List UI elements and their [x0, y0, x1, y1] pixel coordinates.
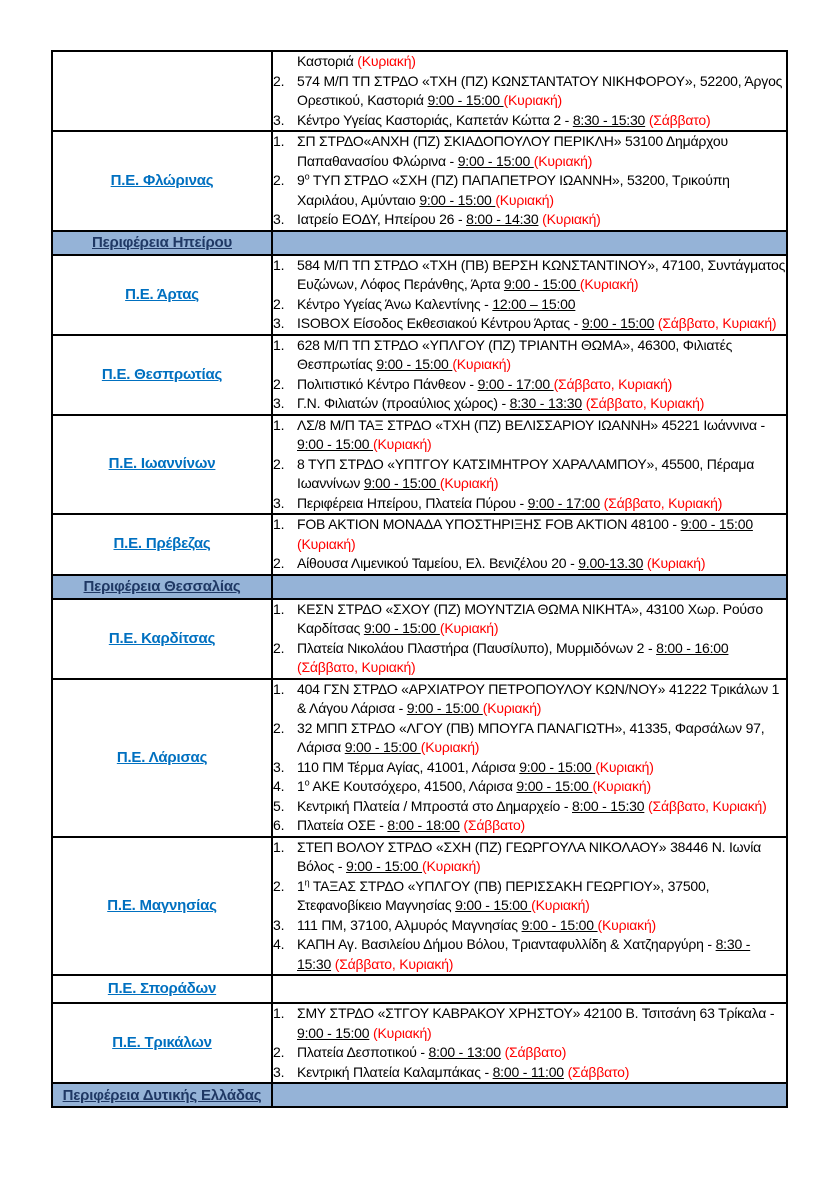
time-range: 9:00 - 15:00 — [419, 191, 496, 208]
item-text — [297, 680, 786, 719]
region-row — [52, 975, 787, 1003]
region-label-cell — [52, 51, 272, 131]
region-row — [52, 837, 787, 976]
text-run: 1 — [297, 778, 305, 794]
day-label: (Κυριακή) — [482, 700, 542, 716]
time-range: 9:00 - 15:00 — [297, 1024, 370, 1041]
item-text — [297, 171, 786, 210]
item-text — [297, 1063, 786, 1083]
text-run: Καστοριά — [297, 53, 358, 69]
region-label: Π.Ε. Τρικάλων — [112, 1034, 212, 1051]
location-item — [273, 256, 786, 295]
text-run: Κεντρική Πλατεία / Μπροστά στο Δημαρχείο - — [297, 797, 572, 814]
region-label-cell — [52, 679, 272, 837]
item-number: 6. — [273, 817, 285, 833]
text-run: 8 ΤΥΠ ΣΤΡΔΟ «ΥΠΤΓΟΥ ΚΑΤΣΙΜΗΤΡΟΥ ΧΑΡΑΛΑΜΠΟΥ», 45500, Πέραμα Ιωαννίνων — [297, 455, 755, 491]
item-number: 1. — [273, 416, 285, 433]
text-run: Κεντρική Πλατεία Καλαμπάκας - — [297, 1063, 493, 1080]
day-label: (Σάββατο, Κυριακή) — [297, 659, 416, 675]
region-label-cell — [52, 131, 272, 231]
item-number: 4. — [273, 936, 285, 952]
band-empty-cell — [272, 1083, 787, 1107]
item-text — [297, 314, 786, 334]
item-text — [297, 256, 786, 295]
time-range: 8:30 - 15:30 — [297, 936, 751, 972]
text-run: Κέντρο Υγείας Καστοριάς, Καπετάν Κώττα 2 - — [297, 111, 573, 128]
time-range: 9:00 - 15:00 — [516, 778, 593, 794]
item-number: 1. — [273, 336, 285, 353]
text-run: 574 Μ/Π ΤΠ ΣΤΡΔΟ «ΤΧΗ (ΠΖ) ΚΩΝΣΤΑΝΤΑΤΟΥ ΝΙΚΗΦΟΡΟΥ», 52200, Άργος Ορεστικού, Καστοριά — [297, 72, 783, 108]
time-range: 9:00 - 15:00 — [376, 356, 453, 372]
day-label: (Κυριακή) — [422, 858, 481, 874]
region-row — [52, 415, 787, 515]
time-range: 9:00 - 15:00 — [406, 700, 483, 716]
time-range: 9:00 - 15:00 — [519, 758, 596, 775]
location-item — [273, 1043, 786, 1063]
location-item — [273, 554, 786, 574]
location-item — [273, 375, 786, 395]
item-number: 2. — [273, 72, 285, 89]
region-label-cell — [52, 255, 272, 335]
item-text — [297, 719, 786, 758]
regions-table-body — [52, 51, 787, 1107]
item-number: 1. — [273, 133, 285, 149]
band-label: Περιφέρεια Θεσσαλίας — [83, 578, 241, 595]
day-label: (Σάββατο, Κυριακή) — [603, 494, 723, 511]
band-empty-cell — [272, 231, 787, 255]
region-content-cell — [272, 415, 787, 515]
region-label: Π.Ε. Θεσπρωτίας — [101, 365, 223, 383]
day-label: (Σάββατο, Κυριακή) — [553, 375, 673, 392]
text-run: 110 ΠΜ Τέρμα Αγίας, 41001, Λάρισα — [297, 758, 520, 775]
location-item — [273, 72, 786, 111]
text-run: Αίθουσα Λιμενικού Ταμείου, Ελ. Βενιζέλου 20 - — [297, 555, 579, 571]
time-range: 9:00 - 15:00 — [455, 897, 532, 913]
item-number: 3. — [273, 111, 285, 128]
location-item — [273, 777, 786, 797]
region-row — [52, 514, 787, 575]
item-text — [297, 494, 786, 514]
time-range: 8:00 - 14:30 — [466, 211, 539, 227]
time-range: 9:00 - 15:00 — [297, 436, 374, 452]
item-text — [297, 838, 786, 877]
region-content-cell — [272, 514, 787, 575]
item-text — [297, 758, 786, 778]
region-content-cell — [272, 1003, 787, 1083]
regions-table — [51, 50, 788, 1108]
time-range: 8:00 - 18:00 — [387, 817, 460, 833]
location-item — [273, 877, 786, 916]
location-item — [273, 171, 786, 210]
region-label: Π.Ε. Καρδίτσας — [108, 629, 216, 647]
band-label-cell — [52, 231, 272, 255]
day-label: (Κυριακή) — [420, 739, 480, 755]
day-label: (Σάββατο) — [463, 817, 526, 833]
day-label: (Κυριακή) — [595, 758, 654, 775]
item-text — [297, 1043, 786, 1063]
text-run: Πλατεία ΟΣΕ - — [297, 817, 388, 833]
location-item — [273, 295, 786, 315]
day-label: (Σάββατο, Κυριακή) — [334, 955, 454, 972]
item-number: 3. — [273, 395, 285, 411]
text-run: ISOBOX Είσοδος Εκθεσιακού Κέντρου Άρτας - — [297, 315, 582, 331]
item-text — [297, 515, 786, 554]
band-empty-cell — [272, 575, 787, 599]
text-run: 584 Μ/Π ΤΠ ΣΤΡΔΟ «ΤΧΗ (ΠΒ) ΒΕΡΣΗ ΚΩΝΣΤΑΝΤΙΝΟΥ», 47100, Συντάγματος Ευζώνων, Λόφος Περάνθης, Άρτα — [297, 256, 786, 292]
location-item — [273, 494, 786, 514]
day-label: (Κυριακή) — [357, 53, 416, 69]
region-content-cell — [272, 131, 787, 231]
text-run: FOB AKTION ΜΟΝΑΔΑ ΥΠΟΣΤΗΡΙΞΗΣ FOB AKTION 48100 - — [297, 516, 681, 532]
text-run: ΑΚΕ Κουτσόχερο, 41500, Λάρισα — [309, 778, 517, 794]
region-row — [52, 1003, 787, 1083]
item-number: 3. — [273, 916, 285, 933]
time-range: 9:00 - 15:00 — [521, 916, 598, 933]
item-text — [297, 797, 786, 817]
day-label: (Σάββατο) — [504, 1044, 567, 1060]
text-run: ΤΑΞΑΣ ΣΤΡΔΟ «ΥΠΛΓΟΥ (ΠΒ) ΠΕΡΙΣΣΑΚΗ ΓΕΩΡΓΙΟΥ», 37500, Στεφανοβίκειο Μαγνησίας — [297, 877, 710, 913]
item-number: 1. — [273, 838, 285, 855]
region-content-cell — [272, 837, 787, 976]
region-label: Π.Ε. Μαγνησίας — [107, 896, 217, 914]
location-item — [273, 1004, 786, 1043]
region-content-cell — [272, 51, 787, 131]
ordinal-suffix: ο — [304, 171, 310, 182]
location-item — [273, 394, 786, 414]
time-range: 8:00 - 15:30 — [572, 797, 645, 814]
text-run: 404 ΓΣΝ ΣΤΡΔΟ «ΑΡΧΙΑΤΡΟΥ ΠΕΤΡΟΠΟΥΛΟΥ ΚΩΝ/ΝΟΥ» 41222 Τρικάλων 1 & Λάγου Λάρισα - — [297, 680, 780, 716]
region-label: Π.Ε. Άρτας — [125, 285, 199, 303]
region-row — [52, 599, 787, 679]
item-text — [297, 111, 786, 131]
location-item — [273, 719, 786, 758]
text-run: 111 ΠΜ, 37100, Αλμυρός Μαγνησίας — [297, 916, 522, 933]
text-run: Πλατεία Δεσποτικού - — [297, 1044, 429, 1060]
item-text — [297, 72, 786, 111]
region-label-cell — [52, 415, 272, 515]
item-number: 1. — [273, 600, 285, 617]
item-number: 2. — [273, 172, 285, 188]
region-label-cell — [52, 335, 272, 415]
location-item — [273, 680, 786, 719]
day-label: (Κυριακή) — [533, 152, 593, 169]
item-number: 3. — [273, 1063, 285, 1080]
region-label: Π.Ε. Ιωαννίνων — [108, 455, 216, 473]
region-label: Π.Ε. Σποράδων — [107, 980, 217, 997]
item-text — [297, 916, 786, 936]
item-number: 2. — [273, 375, 285, 392]
item-text — [297, 416, 786, 455]
day-label: (Κυριακή) — [579, 276, 639, 292]
item-text — [297, 777, 786, 797]
item-text — [297, 295, 786, 315]
text-run: Γ.Ν. Φιλιατών (προαύλιος χώρος) - — [297, 395, 510, 411]
item-number: 2. — [273, 877, 285, 894]
item-text — [297, 639, 786, 678]
item-number: 4. — [273, 778, 285, 794]
day-label: (Κυριακή) — [597, 916, 657, 933]
location-item — [273, 210, 786, 230]
item-number: 2. — [273, 455, 285, 472]
day-label: (Κυριακή) — [646, 555, 706, 571]
location-item — [273, 639, 786, 678]
item-text — [297, 132, 786, 171]
item-text — [297, 554, 786, 574]
region-label-cell — [52, 975, 272, 1003]
text-run: 1 — [297, 877, 305, 894]
day-label: (Κυριακή) — [452, 356, 511, 372]
item-number: 3. — [273, 315, 285, 331]
item-text — [297, 394, 786, 414]
location-item — [273, 916, 786, 936]
band-label-cell — [52, 575, 272, 599]
day-label: (Σάββατο) — [567, 1063, 630, 1080]
item-number: 2. — [273, 555, 285, 571]
day-label: (Κυριακή) — [531, 897, 590, 913]
time-range: 9:00 - 15:00 — [680, 516, 753, 532]
time-range: 9:00 - 15:00 — [363, 475, 440, 491]
item-text — [297, 935, 786, 974]
item-number: 2. — [273, 639, 285, 656]
time-range: 9:00 - 15:00 — [346, 858, 423, 874]
day-label: (Κυριακή) — [592, 778, 651, 794]
region-content-cell — [272, 335, 787, 415]
day-label: (Σάββατο, Κυριακή) — [585, 395, 705, 411]
item-text — [297, 455, 786, 494]
time-range: 9:00 - 15:00 — [503, 276, 580, 292]
text-run: Κέντρο Υγείας Άνω Καλεντίνης - — [297, 295, 493, 312]
region-row — [52, 335, 787, 415]
text-run: ΛΣ/8 Μ/Π ΤΑΞ ΣΤΡΔΟ «ΤΧΗ (ΠΖ) ΒΕΛΙΣΣΑΡΙΟΥ ΙΩΑΝΝΗ» 45221 Ιωάννινα - — [297, 416, 765, 433]
region-row — [52, 255, 787, 335]
item-number: 1. — [273, 680, 285, 697]
day-label: (Σάββατο) — [648, 111, 711, 128]
day-label: (Κυριακή) — [495, 191, 554, 208]
time-range: 9:00 - 15:00 — [427, 92, 504, 108]
location-item — [273, 816, 786, 836]
location-item — [273, 797, 786, 817]
day-label: (Κυριακή) — [439, 620, 499, 636]
location-item — [273, 515, 786, 554]
region-label-cell — [52, 599, 272, 679]
time-range: 9:00 - 15:00 — [457, 152, 534, 169]
region-content-cell — [272, 975, 787, 1003]
item-number: 5. — [273, 797, 285, 814]
text-run: Περιφέρεια Ηπείρου, Πλατεία Πύρου - — [297, 494, 528, 511]
band-label: Περιφέρεια Δυτικής Ελλάδας — [62, 1086, 262, 1104]
text-run: Πολιτιστικό Κέντρο Πάνθεον - — [297, 375, 478, 392]
text-run: ΣΠ ΣΤΡΔΟ«ΑΝΧΗ (ΠΖ) ΣΚΙΑΔΟΠΟΥΛΟΥ ΠΕΡΙΚΛΗ» 53100 Δημάρχου Παπαθανασίου Φλώρινα - — [297, 133, 728, 169]
region-label: Π.Ε. Πρέβεζας — [113, 535, 211, 553]
item-number: 2. — [273, 295, 285, 312]
region-label-cell — [52, 514, 272, 575]
item-text — [297, 877, 786, 916]
text-run: ΚΕΣΝ ΣΤΡΔΟ «ΣΧΟΥ (ΠΖ) ΜΟΥΝΤΖΙΑ ΘΩΜΑ ΝΙΚΗΤΑ», 43100 Χωρ. Ρούσο Καρδίτσας — [297, 600, 763, 636]
item-text — [297, 600, 786, 639]
band-label: Περιφέρεια Ηπείρου — [91, 234, 233, 251]
region-band-row — [52, 575, 787, 599]
item-number: 3. — [273, 211, 285, 227]
location-item — [273, 838, 786, 877]
band-label-cell — [52, 1083, 272, 1107]
item-text — [297, 52, 786, 72]
region-label-cell — [52, 1003, 272, 1083]
text-run: 628 Μ/Π ΤΠ ΣΤΡΔΟ «ΥΠΛΓΟΥ (ΠΖ) ΤΡΙΑΝΤΗ ΘΩΜΑ», 46300, Φιλιατές Θεσπρωτίας — [297, 336, 733, 372]
time-range: 12:00 – 15:00 — [492, 295, 576, 312]
ordinal-suffix: ο — [304, 777, 310, 788]
location-item — [273, 935, 786, 974]
text-run: Ιατρείο ΕΟΔΥ, Ηπείρου 26 - — [297, 211, 467, 227]
location-item — [273, 758, 786, 778]
time-range: 9:00 - 15:00 — [581, 315, 655, 331]
day-label: (Κυριακή) — [503, 92, 563, 108]
day-label: (Σάββατο, Κυριακή) — [648, 797, 767, 814]
region-content-cell — [272, 599, 787, 679]
region-band-row — [52, 231, 787, 255]
item-number: 2. — [273, 1044, 285, 1060]
time-range: 9.00-13.30 — [578, 555, 644, 571]
region-row — [52, 51, 787, 131]
item-text — [297, 1004, 786, 1043]
text-run: ΣΜΥ ΣΤΡΔΟ «ΣΤΓΟΥ ΚΑΒΡΑΚΟΥ ΧΡΗΣΤΟΥ» 42100 Β. Τσιτσάνη 63 Τρίκαλα - — [297, 1005, 775, 1021]
region-content-cell — [272, 255, 787, 335]
item-number: 3. — [273, 758, 285, 775]
item-number: 3. — [273, 494, 285, 511]
item-text — [297, 375, 786, 395]
time-range: 9:00 - 15:00 — [363, 620, 440, 636]
time-range: 8:30 - 13:30 — [509, 395, 582, 411]
time-range: 8:00 - 11:00 — [492, 1063, 564, 1080]
text-run: 32 ΜΠΠ ΣΤΡΔΟ «ΛΓΟΥ (ΠΒ) ΜΠΟΥΓΑ ΠΑΝΑΓΙΩΤΗ», 41335, Φαρσάλων 97, Λάρισα — [297, 719, 765, 755]
item-number: 1. — [273, 256, 285, 273]
region-label: Π.Ε. Λάρισας — [116, 748, 208, 766]
ordinal-suffix: η — [304, 876, 310, 887]
day-label: (Σάββατο, Κυριακή) — [657, 315, 777, 331]
day-label: (Κυριακή) — [542, 211, 601, 227]
location-item — [273, 1063, 786, 1083]
region-row — [52, 679, 787, 837]
location-item — [273, 111, 786, 131]
location-item — [273, 132, 786, 171]
region-row — [52, 131, 787, 231]
location-item — [273, 600, 786, 639]
location-item — [273, 336, 786, 375]
day-label: (Κυριακή) — [439, 475, 499, 491]
location-item — [273, 314, 786, 334]
text-run: ΤΥΠ ΣΤΡΔΟ «ΣΧΗ (ΠΖ) ΠΑΠΑΠΕΤΡΟΥ ΙΩΑΝΝΗ», 53200, Τρικούπη Χαριλάου, Αμύνταιο — [297, 172, 730, 208]
region-label: Π.Ε. Φλώρινας — [110, 171, 214, 189]
time-range: 9:00 - 17:00 — [527, 494, 600, 511]
time-range: 8:00 - 13:00 — [428, 1044, 501, 1060]
location-item — [273, 416, 786, 455]
item-text — [297, 816, 786, 836]
location-item — [273, 52, 786, 72]
region-content-cell — [272, 679, 787, 837]
time-range: 9:00 - 17:00 — [477, 375, 554, 392]
item-number: 2. — [273, 719, 285, 736]
day-label: (Κυριακή) — [373, 436, 432, 452]
text-run: 9 — [297, 172, 305, 188]
location-item — [273, 455, 786, 494]
day-label: (Κυριακή) — [373, 1024, 432, 1041]
time-range: 8:30 - 15:30 — [572, 111, 646, 128]
region-band-row — [52, 1083, 787, 1107]
time-range: 8:00 - 16:00 — [656, 639, 729, 656]
time-range: 9:00 - 15:00 — [344, 739, 421, 755]
text-run: Πλατεία Νικολάου Πλαστήρα (Παυσίλυπο), Μυρμιδόνων 2 - — [297, 639, 657, 656]
day-label: (Κυριακή) — [297, 535, 356, 552]
item-number: 1. — [273, 516, 285, 532]
text-run: ΣΤΕΠ ΒΟΛΟΥ ΣΤΡΔΟ «ΣΧΗ (ΠΖ) ΓΕΩΡΓΟΥΛΑ ΝΙΚΟΛΑΟΥ» 38446 Ν. Ιωνία Βόλος - — [297, 838, 762, 874]
region-label-cell — [52, 837, 272, 976]
text-run: ΚΑΠΗ Αγ. Βασιλείου Δήμου Βόλου, Τριανταφυλλίδη & Χατζηαργύρη - — [297, 936, 716, 952]
item-number: 1. — [273, 1005, 285, 1021]
item-text — [297, 336, 786, 375]
item-text — [297, 210, 786, 230]
